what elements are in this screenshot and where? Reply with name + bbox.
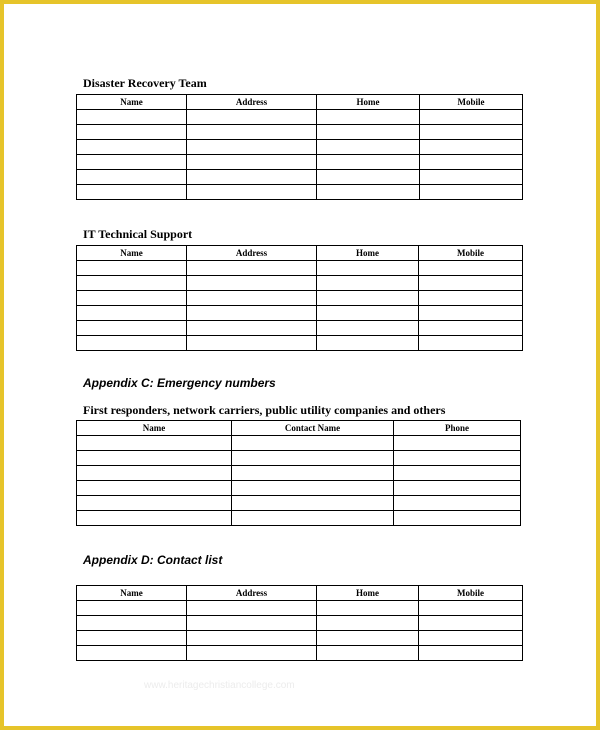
table-header-row: [77, 95, 523, 110]
table-row: [77, 140, 523, 155]
table-cell[interactable]: [187, 306, 317, 321]
table-cell[interactable]: [77, 306, 187, 321]
document-page: [4, 4, 596, 726]
table-cell[interactable]: [187, 140, 317, 155]
table-cell[interactable]: [187, 170, 317, 185]
table-cell[interactable]: [232, 496, 394, 511]
column-header: Name: [77, 95, 187, 110]
table-cell[interactable]: [317, 276, 419, 291]
table-row: [77, 466, 521, 481]
table-header-row: [77, 421, 521, 436]
table-cell[interactable]: [232, 511, 394, 526]
table-cell[interactable]: [317, 631, 419, 646]
table-cell[interactable]: [77, 646, 187, 661]
table-cell[interactable]: [317, 110, 420, 125]
column-header: Name: [77, 586, 187, 601]
table-row: [77, 261, 523, 276]
table-cell[interactable]: [77, 185, 187, 200]
table-cell[interactable]: [77, 291, 187, 306]
disaster-recovery-title: Disaster Recovery Team: [83, 76, 207, 90]
contact-list-table: [76, 585, 523, 661]
table-row: [77, 170, 523, 185]
table-body: [77, 436, 521, 526]
table-row: [77, 291, 523, 306]
table-cell[interactable]: [187, 291, 317, 306]
table-row: [77, 276, 523, 291]
table-cell[interactable]: [77, 496, 232, 511]
table-cell[interactable]: [77, 616, 187, 631]
column-header: Name: [77, 246, 187, 261]
table-cell[interactable]: [420, 125, 523, 140]
table-cell[interactable]: [420, 170, 523, 185]
table-cell[interactable]: [394, 436, 521, 451]
table-cell[interactable]: [420, 155, 523, 170]
column-header: Mobile: [419, 586, 523, 601]
table-cell[interactable]: [317, 261, 419, 276]
table-cell[interactable]: [187, 110, 317, 125]
table-cell[interactable]: [317, 616, 419, 631]
table-cell[interactable]: [394, 451, 521, 466]
table-cell[interactable]: [419, 276, 523, 291]
table-cell[interactable]: [317, 321, 419, 336]
table-row: [77, 601, 523, 616]
table-row: [77, 155, 523, 170]
column-header: Mobile: [419, 246, 523, 261]
table-cell[interactable]: [77, 511, 232, 526]
table-cell[interactable]: [317, 336, 419, 351]
table-cell[interactable]: [317, 155, 420, 170]
table-cell[interactable]: [77, 276, 187, 291]
column-header: Contact Name: [232, 421, 394, 436]
table-cell[interactable]: [317, 601, 419, 616]
table-cell[interactable]: [419, 336, 523, 351]
table-cell[interactable]: [77, 481, 232, 496]
appendix-c-title: Appendix C: Emergency numbers: [83, 376, 276, 390]
table-cell[interactable]: [317, 185, 420, 200]
table-row: [77, 631, 523, 646]
table-cell[interactable]: [419, 616, 523, 631]
table-cell[interactable]: [187, 616, 317, 631]
table-cell[interactable]: [317, 306, 419, 321]
table-row: [77, 496, 521, 511]
table-cell[interactable]: [77, 601, 187, 616]
table-row: [77, 436, 521, 451]
table-cell[interactable]: [187, 321, 317, 336]
it-support-title: IT Technical Support: [83, 227, 193, 241]
table-cell[interactable]: [77, 436, 232, 451]
table-row: [77, 185, 523, 200]
table-cell[interactable]: [420, 140, 523, 155]
table-cell[interactable]: [187, 631, 317, 646]
table-row: [77, 336, 523, 351]
column-header: Home: [317, 246, 419, 261]
table-body: [77, 601, 523, 661]
disaster-recovery-table: [76, 94, 523, 200]
table-cell[interactable]: [394, 466, 521, 481]
table-cell[interactable]: [419, 321, 523, 336]
table-cell[interactable]: [77, 110, 187, 125]
column-header: Address: [187, 586, 317, 601]
table-cell[interactable]: [232, 466, 394, 481]
table-cell[interactable]: [187, 155, 317, 170]
table-cell[interactable]: [77, 451, 232, 466]
table-cell[interactable]: [77, 631, 187, 646]
table-cell[interactable]: [77, 466, 232, 481]
table-cell[interactable]: [187, 185, 317, 200]
table-cell[interactable]: [394, 481, 521, 496]
column-header: Address: [187, 95, 317, 110]
table-cell[interactable]: [419, 306, 523, 321]
table-cell[interactable]: [420, 185, 523, 200]
it-support-table: [76, 245, 523, 351]
table-cell[interactable]: [317, 170, 420, 185]
table-body: [77, 110, 523, 200]
table-cell[interactable]: [232, 451, 394, 466]
table-cell[interactable]: [419, 291, 523, 306]
table-cell[interactable]: [394, 511, 521, 526]
table-cell[interactable]: [187, 125, 317, 140]
table-cell[interactable]: [232, 481, 394, 496]
table-row: [77, 110, 523, 125]
table-row: [77, 481, 521, 496]
table-cell[interactable]: [419, 261, 523, 276]
column-header: Home: [317, 95, 420, 110]
table-cell[interactable]: [77, 336, 187, 351]
table-cell[interactable]: [317, 646, 419, 661]
table-cell[interactable]: [419, 646, 523, 661]
table-row: [77, 616, 523, 631]
table-cell[interactable]: [77, 261, 187, 276]
table-row: [77, 646, 523, 661]
table-row: [77, 125, 523, 140]
table-header-row: [77, 586, 523, 601]
table-cell[interactable]: [394, 496, 521, 511]
appendix-c-subtitle: First responders, network carriers, public utility companies and others: [83, 403, 446, 417]
column-header: Home: [317, 586, 419, 601]
emergency-numbers-table: [76, 420, 521, 526]
table-cell[interactable]: [187, 261, 317, 276]
column-header: Mobile: [420, 95, 523, 110]
table-header-row: [77, 246, 523, 261]
table-cell[interactable]: [187, 276, 317, 291]
table-cell[interactable]: [77, 140, 187, 155]
watermark: www.heritagechristiancollege.com: [144, 680, 295, 691]
table-cell[interactable]: [187, 336, 317, 351]
table-cell[interactable]: [77, 125, 187, 140]
table-cell[interactable]: [232, 436, 394, 451]
table-cell[interactable]: [317, 291, 419, 306]
appendix-d-title: Appendix D: Contact list: [83, 553, 223, 567]
table-row: [77, 321, 523, 336]
column-header: Phone: [394, 421, 521, 436]
table-cell[interactable]: [317, 140, 420, 155]
table-row: [77, 451, 521, 466]
table-cell[interactable]: [77, 321, 187, 336]
column-header: Name: [77, 421, 232, 436]
table-cell[interactable]: [419, 601, 523, 616]
table-cell[interactable]: [77, 155, 187, 170]
table-body: [77, 261, 523, 351]
table-cell[interactable]: [187, 646, 317, 661]
column-header: Address: [187, 246, 317, 261]
table-cell[interactable]: [317, 125, 420, 140]
table-cell[interactable]: [420, 110, 523, 125]
table-cell[interactable]: [187, 601, 317, 616]
table-row: [77, 511, 521, 526]
table-cell[interactable]: [419, 631, 523, 646]
table-row: [77, 306, 523, 321]
table-cell[interactable]: [77, 170, 187, 185]
